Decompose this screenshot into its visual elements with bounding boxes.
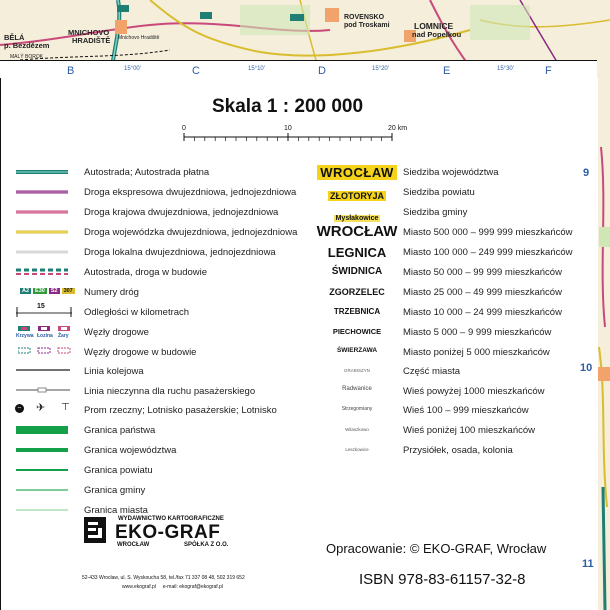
grid-row-label: 11 [582,558,594,570]
place-label: MNICHOVO [68,28,110,37]
airfield-icon: ⊤ [61,402,70,413]
legend-label: Węzły drogowe [84,327,149,338]
publisher-address: 52-433 Wrocław, ul. S. Wyskoucha 58, tel./fax 71 337 08 48, 502 319 652 [82,575,245,581]
publisher-line: WYDAWNICTWO KARTOGRAFICZNE [118,516,224,522]
legend-label: Linia nieczynna dla ruchu pasażerskiego [84,386,256,397]
legend-label: Granica gminy [84,485,146,496]
legend-label: Węzły drogowe w budowie [84,347,197,358]
city-sample [310,164,404,182]
place-label: p. Bezdězem [4,41,50,50]
scale-tick-label: 0 [182,125,186,132]
scale-tick-label: 10 [284,125,292,132]
grid-coordinate: 15°00' [124,66,141,72]
place-label: ROVENSKO [344,14,385,21]
legend-label: Granica miasta [84,505,148,516]
road-number-badge: A2 [22,288,30,294]
rank-label: Miasto poniżej 5 000 mieszkańców [403,347,550,358]
scale-bar [180,132,410,144]
city-sample: Wilaszkowo [345,427,369,432]
map-edge-svg [597,67,610,610]
rank-label: Przysiółek, osada, kolonia [403,445,513,456]
road-number-badge: S2 [50,288,58,294]
road-number-badge: E30 [35,288,45,294]
place-label: pod Troskami [344,22,390,29]
rank-label: Siedziba gminy [403,207,468,218]
scale-title: Skala 1 : 200 000 [212,96,364,117]
rank-label: Miasto 100 000 – 249 999 mieszkańców [403,247,573,258]
place-label: LOMNICE [414,21,454,31]
rank-label: Miasto 10 000 – 24 999 mieszkańców [403,307,562,318]
rank-label: Miasto 50 000 – 99 999 mieszkańców [403,267,562,278]
city-sample: Strzegomiany [341,406,373,412]
road-number-badge: 307 [63,288,73,294]
city-sample: WROCŁAW [316,223,398,240]
eko-graf-logo-icon [84,517,106,543]
grid-column-label: D [318,65,326,77]
junction-label: Krzywa [16,333,34,339]
legend-label: Granica województwa [84,445,177,456]
grid-coordinate: 15°20' [372,66,389,72]
airport-icon: ✈ [36,402,46,414]
publisher-web: www.ekograf.pl e-mail: ekograf@ekograf.pl [122,584,223,590]
legend-label: Droga ekspresowa dwujezdniowa, jednojezdniowa [84,187,297,198]
legend-label: Prom rzeczny; Lotnisko pasażerskie; Lotnisko [84,405,277,416]
publisher-city: WROCŁAW [117,542,150,548]
city-sample-text: WROCŁAW [317,165,397,180]
place-label: HRADIŠTĚ [72,36,111,45]
rank-label: Wieś powyżej 1000 mieszkańców [403,386,545,397]
credit-line: Opracowanie: © EKO-GRAF, Wrocław [326,541,547,556]
border-symbols [16,420,72,520]
legend-label: Droga wojewódzka dwujezdniowa, jednojezdniowa [84,227,298,238]
road-number-badges [20,288,75,294]
rank-label: Siedziba województwa [403,167,499,178]
railway-symbols [14,364,74,404]
junction-label: Żary [58,333,69,339]
grid-coordinate: 15°10' [248,66,265,72]
grid-column-label: B [67,65,75,77]
city-sample: GRABISZYN [343,368,370,373]
city-sample [310,186,404,204]
legend-label: Droga lokalna dwujezdniowa, jednojezdniowa [84,247,276,258]
junction-label: Łozina [37,333,53,339]
legend-label: Granica państwa [84,425,156,436]
rank-label: Wieś 100 – 999 mieszkańców [403,405,529,416]
city-sample: LEGNICA [327,245,387,260]
city-sample: ZGORZELEC [329,287,385,297]
city-sample: ŚWIERZAWA [336,347,378,354]
city-sample: PIECHOWICE [332,327,382,336]
grid-column-label: E [443,65,451,77]
grid-row-label: 10 [580,362,593,374]
publisher-company: SPÓŁKA Z O.O. [184,542,229,548]
grid-coordinate: 15°30' [497,66,514,72]
city-sample: ŚWIDNICA [331,266,383,277]
grid-column-label: C [192,65,200,77]
legend-label: Granica powiatu [84,465,153,476]
city-sample: Radwanice [342,386,372,392]
rank-label: Miasto 25 000 – 49 999 mieszkańców [403,287,562,298]
city-sample-text: ZŁOTORYJA [329,191,384,201]
place-label: MALÝ BOROK [10,54,44,60]
rank-label: Wieś poniżej 100 mieszkańców [403,425,536,436]
city-sample: TRZEBNICA [333,307,381,316]
place-label: Mnichovo Hradiště [118,35,160,41]
road-construction-symbol [16,270,68,274]
junction-construction-symbols [18,346,74,356]
distance-number: 15 [37,303,45,310]
map-background-right [597,67,610,610]
legend-label: Droga krajowa dwujezdniowa, jednojezdniowa [84,207,279,218]
ferry-icon: ⇔ [16,405,23,411]
legend-label: Linia kolejowa [84,366,144,377]
rank-label: Miasto 500 000 – 999 999 mieszkańców [403,227,573,238]
place-label: nad Popelkou [412,30,462,39]
grid-row-label: 9 [583,167,590,179]
rank-label: Siedziba powiatu [403,187,475,198]
city-sample: Leszkowice [345,447,369,452]
legend-label: Autostrada, droga w budowie [84,267,208,278]
rank-label: Część miasta [403,366,461,377]
map-background-top [0,0,610,67]
grid-column-label: F [545,65,552,77]
city-sample-text: Mysłakowice [335,215,379,222]
legend-label: Odległości w kilometrach [84,307,190,318]
legend-label: Numery dróg [84,287,139,298]
isbn-line: ISBN 978-83-61157-32-8 [359,571,526,588]
place-label: BĚLÁ [4,33,25,42]
legend-label: Autostrada; Autostrada płatna [84,167,210,178]
rank-label: Miasto 5 000 – 9 999 mieszkańców [403,327,552,338]
publisher-brand: EKO-GRAF [115,522,221,543]
scale-tick-label: 20 km [388,125,408,132]
